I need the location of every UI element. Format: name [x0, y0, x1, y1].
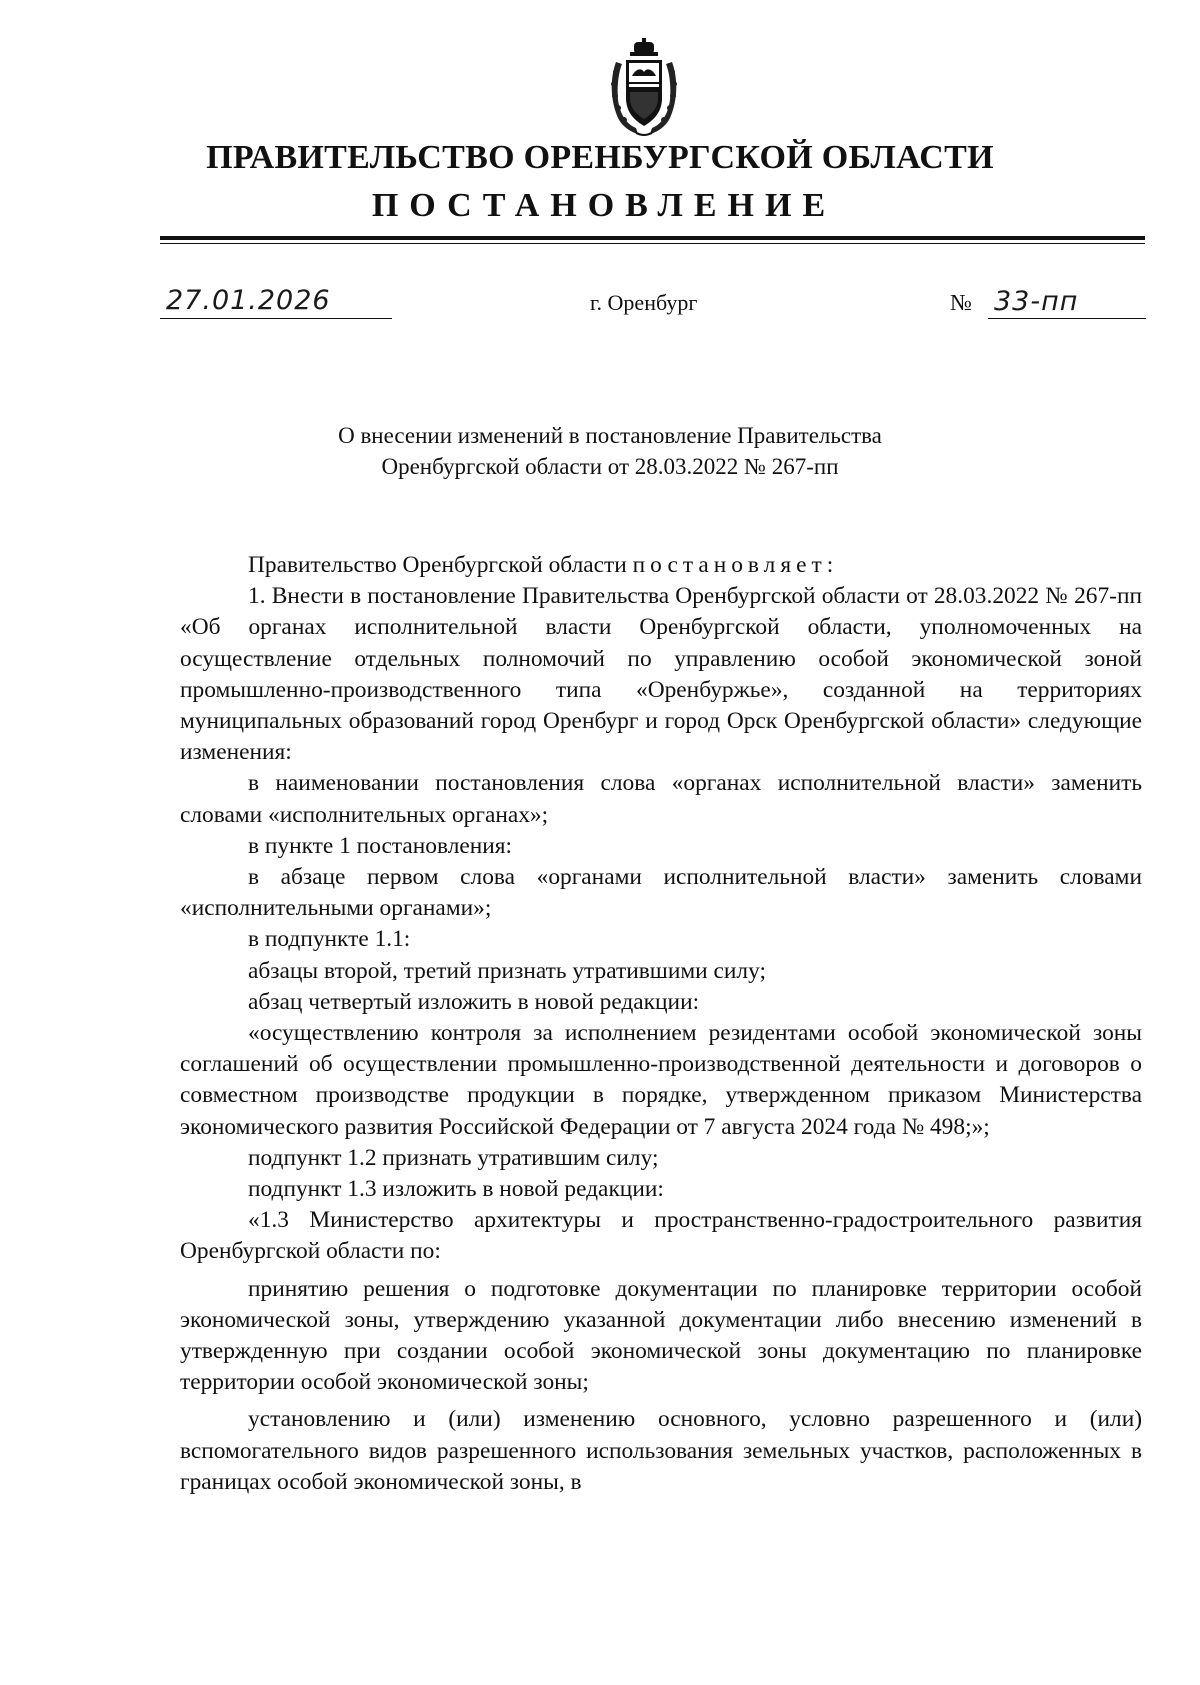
body-paragraph: в абзаце первом слова «органами исполнительной власти» заменить словами «исполнительными органами»; — [180, 864, 1142, 922]
number-sign: № — [950, 290, 972, 315]
body-paragraph: в пункте 1 постановления: — [248, 832, 513, 859]
subject-line: О внесении изменений в постановление Правительства — [338, 423, 882, 448]
city-label: г. Оренбург — [590, 290, 698, 315]
body-paragraph: в наименовании постановления слова «органах исполнительной власти» заменить словами «исполнительных органах»; — [180, 770, 1142, 828]
header-rule — [160, 236, 1145, 240]
body-paragraph: абзац четвертый изложить в новой редакции: — [248, 988, 700, 1015]
subject-line: Оренбургской области от 28.03.2022 № 267-пп — [381, 454, 839, 479]
document-type-title: ПОСТАНОВЛЕНИЕ — [371, 187, 837, 224]
body-paragraph: абзацы второй, третий признать утратившими силу; — [248, 957, 766, 984]
body-paragraph: в подпункте 1.1: — [248, 926, 411, 953]
body-paragraph: подпункт 1.2 признать утратившим силу; — [248, 1144, 659, 1171]
body-paragraph: подпункт 1.3 изложить в новой редакции: — [248, 1176, 664, 1203]
handwritten-number: 33-пп — [994, 286, 1079, 317]
number-field — [988, 284, 1146, 319]
body-paragraph: принятию решения о подготовке документации по планировке территории особой экономической зоны, утверждению указанной документации либо внесению изменений в утвержденную при создании особой экономической зоны документацию по планировке территории особой экономической зоны; — [180, 1275, 1142, 1396]
intro-paragraph — [180, 550, 1142, 581]
subject-heading — [200, 420, 1020, 482]
document-body — [180, 550, 1142, 1498]
handwritten-date: 27.01.2026 — [166, 285, 331, 316]
body-paragraph: «1.3 Министерство архитектуры и пространственно-градостроительного развития Оренбургской области по: — [180, 1207, 1142, 1265]
org-title: ПРАВИТЕЛЬСТВО ОРЕНБУРГСКОЙ ОБЛАСТИ — [206, 139, 994, 176]
coat-of-arms-icon — [608, 38, 680, 138]
body-paragraph: «осуществлению контроля за исполнением резидентами особой экономической зоны соглашений об осуществлении промышленно-производственной деятельности и договоров о совместном производстве продукции в порядке, утвержденном приказом Министерства экономического развития Российской Федерации от 7 августа 2024 года № 498;»; — [180, 1020, 1142, 1140]
body-paragraph: 1. Внести в постановление Правительства Оренбургской области от 28.03.2022 № 267-пп «Об органах исполнительной власти Оренбургской области, уполномоченных на осуществление отдельных полномочий по управлению особой экономической зоной промышленно-производственного типа «Оренбуржье», созданной на территориях муниципальных образований город Оренбург и город Орск Оренбургской области» следующие изменения: — [180, 583, 1142, 766]
date-field — [160, 282, 392, 319]
body-paragraph: установлению и (или) изменению основного, условно разрешенного и (или) вспомогательного видов разрешенного использования земельных участков, расположенных в границах особой экономической зоны, в — [180, 1406, 1142, 1495]
intro-prefix: Правительство Оренбургской области — [248, 552, 627, 578]
header-rule-thin — [160, 243, 1145, 244]
document-number — [950, 284, 1146, 318]
intro-verb: постановляет: — [632, 552, 839, 578]
